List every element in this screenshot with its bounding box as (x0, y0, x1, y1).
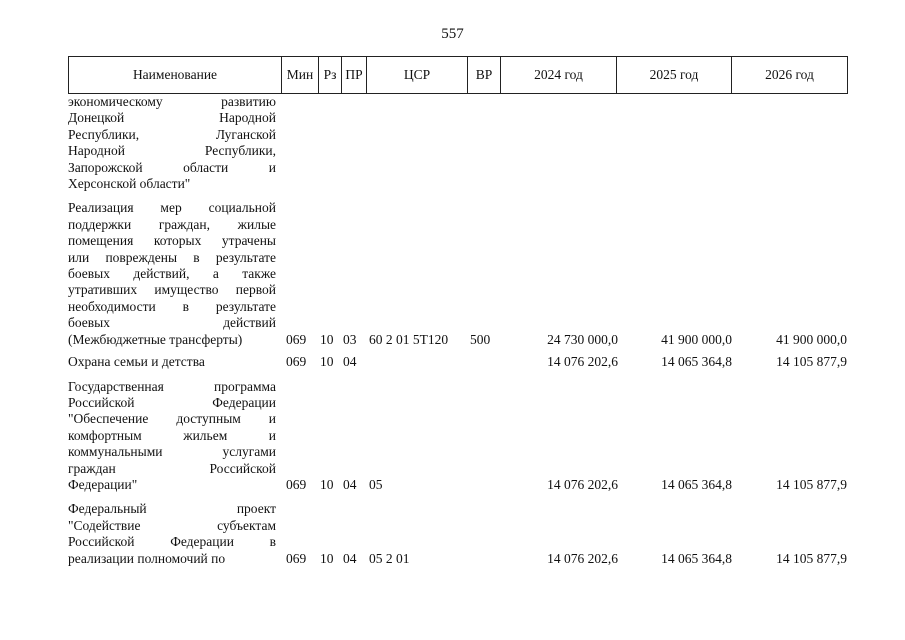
cell-2026: 14 105 877,9 (776, 354, 847, 370)
row-name-line: комфортным жильем и (68, 427, 276, 443)
cell-rz: 10 (320, 550, 334, 566)
row-name-line: "Обеспечение доступным и (68, 411, 276, 427)
cell-pr: 03 (343, 331, 357, 347)
header-2025: 2025 год (617, 57, 732, 94)
row-name-line: Донецкой Народной (68, 110, 276, 126)
header-csr: ЦСР (367, 57, 468, 94)
row-name (68, 200, 276, 348)
row-name-line: граждан Российской (68, 460, 276, 476)
cell-min: 069 (286, 354, 307, 370)
row-name-line: (Межбюджетные трансферты) (68, 331, 243, 347)
cell-2025: 14 065 364,8 (661, 354, 732, 370)
cell-pr: 04 (343, 476, 357, 492)
cell-vr: 500 (470, 331, 491, 347)
cell-2024: 24 730 000,0 (547, 331, 618, 347)
header-2026: 2026 год (732, 57, 848, 94)
page-number: 557 (441, 26, 464, 42)
cell-csr: 05 2 01 (369, 550, 410, 566)
header-rz: Рз (319, 57, 342, 94)
cell-2025: 41 900 000,0 (661, 331, 732, 347)
row-name-line: боевых действий (68, 315, 276, 331)
table-header (68, 56, 848, 94)
table-row (68, 94, 858, 192)
cell-pr: 04 (343, 550, 357, 566)
row-name-line: Российской Федерации (68, 394, 276, 410)
cell-2025: 14 065 364,8 (661, 550, 732, 566)
row-name-line: Херсонской области" (68, 176, 191, 192)
cell-2026: 14 105 877,9 (776, 550, 847, 566)
row-name-line: Государственная программа (68, 378, 276, 394)
row-name-line: боевых действий, а также (68, 266, 276, 282)
cell-2024: 14 076 202,6 (547, 550, 618, 566)
cell-2024: 14 076 202,6 (547, 354, 618, 370)
cell-rz: 10 (320, 331, 334, 347)
row-name-line: "Содействие субъектам (68, 517, 276, 533)
table-row (68, 200, 858, 348)
row-name-line: Российской Федерации в (68, 534, 276, 550)
cell-csr: 05 (369, 476, 383, 492)
cell-2026: 14 105 877,9 (776, 476, 847, 492)
row-name-line: поддержки граждан, жилые (68, 216, 276, 232)
header-name: Наименование (69, 57, 282, 94)
row-name-line: реализации полномочий по (68, 550, 226, 566)
row-name-line: экономическому развитию (68, 94, 276, 109)
cell-2024: 14 076 202,6 (547, 476, 618, 492)
cell-2025: 14 065 364,8 (661, 476, 732, 492)
row-name-line: помещения которых утрачены (68, 233, 276, 249)
cell-min: 069 (286, 331, 307, 347)
cell-2026: 41 900 000,0 (776, 331, 847, 347)
header-pr: ПР (342, 57, 367, 94)
table-row (68, 501, 858, 567)
header-vr: ВР (468, 57, 501, 94)
cell-pr: 04 (343, 354, 357, 370)
row-name-line: Республики, Луганской (68, 126, 276, 142)
row-name-line: коммунальными услугами (68, 444, 276, 460)
cell-rz: 10 (320, 476, 334, 492)
cell-csr: 60 2 01 5Т120 (369, 331, 449, 347)
cell-rz: 10 (320, 354, 334, 370)
header-2024: 2024 год (501, 57, 617, 94)
table-row (68, 379, 858, 494)
table-body (68, 94, 858, 567)
row-name-line: Реализация мер социальной (68, 200, 276, 216)
row-name-line: Запорожской области и (68, 159, 276, 175)
row-name-line: Охрана семьи и детства (68, 354, 205, 370)
header-min: Мин (282, 57, 319, 94)
cell-min: 069 (286, 550, 307, 566)
row-name-line: Федерации" (68, 476, 138, 492)
row-name-line: утративших имущество первой (68, 282, 276, 298)
row-name-line: Народной Республики, (68, 143, 276, 159)
row-name-line: необходимости в результате (68, 298, 276, 314)
row-name-line: или повреждены в результате (68, 249, 276, 265)
cell-min: 069 (286, 476, 307, 492)
table-row (68, 354, 858, 370)
row-name-line: Федеральный проект (68, 501, 276, 517)
